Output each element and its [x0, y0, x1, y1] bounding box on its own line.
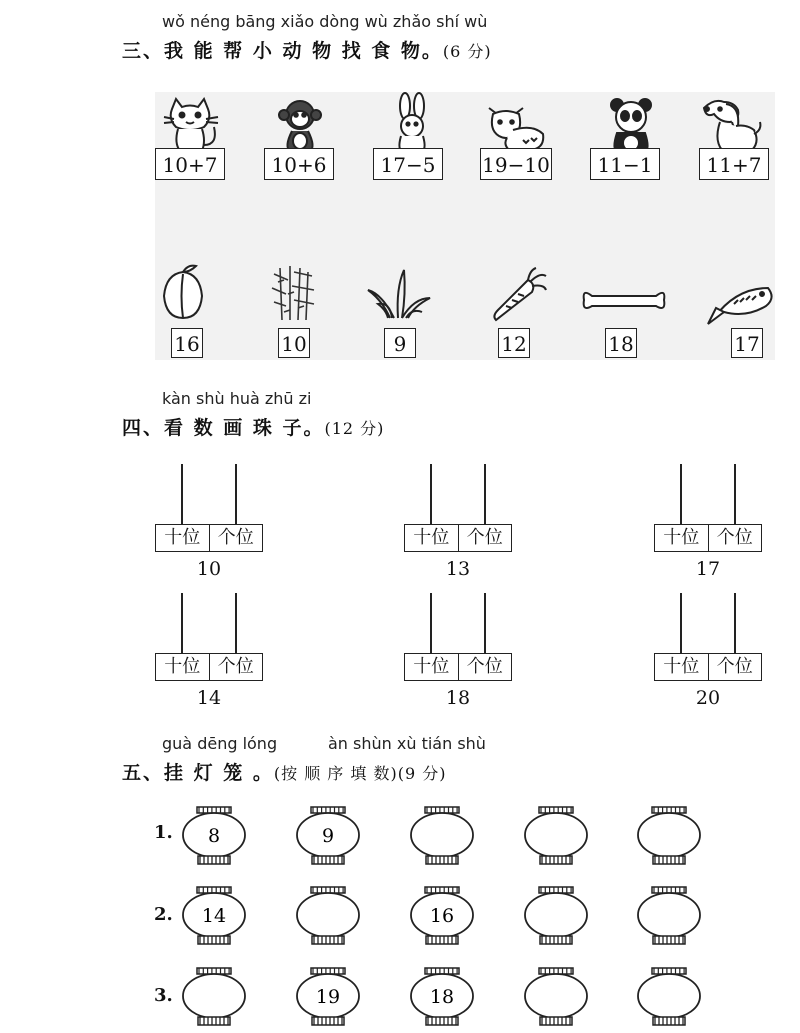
lantern[interactable] — [638, 807, 700, 864]
expr-box-4: 19−10 — [480, 148, 552, 180]
abacus-number: 13 — [445, 558, 471, 580]
expr-box-1: 10+7 — [155, 148, 225, 180]
expr-box-6: 11+7 — [699, 148, 769, 180]
abacus-number: 10 — [196, 558, 222, 580]
lantern-bottom — [426, 1017, 458, 1025]
abacus-number: 20 — [695, 687, 721, 709]
lantern-row-label-2: 2. — [154, 904, 173, 925]
expr-box-2: 10+6 — [264, 148, 334, 180]
food-value-4: 12 — [498, 328, 530, 358]
food-value-6: 17 — [731, 328, 763, 358]
ones-label: 个位 — [708, 654, 762, 680]
lantern-body — [638, 813, 700, 857]
lantern-body — [525, 813, 587, 857]
food-value-1: 16 — [171, 328, 203, 358]
lantern[interactable] — [638, 968, 700, 1025]
lantern-bottom — [540, 856, 572, 864]
lantern-value: 8 — [207, 825, 221, 847]
lantern[interactable] — [638, 887, 700, 944]
food-value-3: 9 — [384, 328, 416, 358]
abacus-number: 18 — [445, 687, 471, 709]
section4-pinyin: kàn shù huà zhū zi — [162, 389, 312, 408]
lantern-value: 14 — [201, 905, 227, 927]
lantern[interactable] — [411, 887, 473, 944]
lantern-body — [183, 974, 245, 1018]
lantern-body — [638, 893, 700, 937]
lantern[interactable] — [297, 968, 359, 1025]
lantern-row-label-1: 1. — [154, 822, 173, 843]
expr-box-3: 17−5 — [373, 148, 443, 180]
lantern-bottom — [198, 1017, 230, 1025]
lantern-bottom — [540, 1017, 572, 1025]
tens-label: 十位 — [164, 527, 201, 548]
lantern-value: 9 — [321, 825, 335, 847]
lantern-value: 19 — [315, 986, 341, 1008]
lantern-bottom — [653, 936, 685, 944]
section5-title-text: 五、挂 灯 笼 。 — [122, 762, 274, 784]
lantern-bottom — [312, 1017, 344, 1025]
lantern[interactable] — [411, 968, 473, 1025]
ones-label: 个位 — [209, 525, 263, 551]
lantern-body — [525, 974, 587, 1018]
tens-label: 十位 — [164, 656, 201, 677]
food-value-2: 10 — [278, 328, 310, 358]
section5-score: (9 分) — [397, 764, 447, 783]
lantern-bottom — [426, 856, 458, 864]
tens-label: 十位 — [663, 656, 700, 677]
section5-pinyin-2: àn shùn xù tián shù — [328, 734, 486, 753]
lantern[interactable] — [411, 807, 473, 864]
lantern-body — [638, 974, 700, 1018]
lantern[interactable] — [297, 807, 359, 864]
ones-label: 个位 — [209, 654, 263, 680]
ones-label: 个位 — [458, 525, 512, 551]
lantern[interactable] — [183, 887, 245, 944]
lantern[interactable] — [183, 807, 245, 864]
section5-pinyin-1: guà dēng lóng — [162, 734, 278, 753]
lantern[interactable] — [183, 968, 245, 1025]
lantern-body — [297, 893, 359, 937]
lantern-bottom — [312, 936, 344, 944]
section5-subtitle: (按 顺 序 填 数) — [273, 764, 398, 783]
lantern-body — [525, 893, 587, 937]
section4-score: (12 分) — [324, 419, 385, 438]
ones-label: 个位 — [458, 654, 512, 680]
section4-title-text: 四、看 数 画 珠 子。 — [122, 417, 325, 439]
lantern-bottom — [653, 856, 685, 864]
lantern[interactable] — [525, 887, 587, 944]
expr-box-5: 11−1 — [590, 148, 660, 180]
lantern-bottom — [653, 1017, 685, 1025]
section3-pinyin: wǒ néng bāng xiǎo dòng wù zhǎo shí wù — [162, 12, 488, 31]
lantern[interactable] — [525, 807, 587, 864]
lantern-row-label-3: 3. — [154, 985, 173, 1006]
tens-label: 十位 — [663, 527, 700, 548]
lantern-bottom — [426, 936, 458, 944]
section3-title-text: 三、我 能 帮 小 动 物 找 食 物。 — [122, 40, 443, 62]
lantern-bottom — [312, 856, 344, 864]
lantern-value: 16 — [429, 905, 455, 927]
lantern-body — [411, 813, 473, 857]
tens-label: 十位 — [413, 527, 450, 548]
lantern-value: 18 — [429, 986, 455, 1008]
abacus-number: 17 — [695, 558, 721, 580]
lantern-bottom — [198, 936, 230, 944]
lantern[interactable] — [525, 968, 587, 1025]
food-value-5: 18 — [605, 328, 637, 358]
abacus-number: 14 — [196, 687, 222, 709]
lantern[interactable] — [297, 887, 359, 944]
ones-label: 个位 — [708, 525, 762, 551]
tens-label: 十位 — [413, 656, 450, 677]
lantern-bottom — [198, 856, 230, 864]
lantern-bottom — [540, 936, 572, 944]
section3-score: (6 分) — [442, 42, 492, 61]
